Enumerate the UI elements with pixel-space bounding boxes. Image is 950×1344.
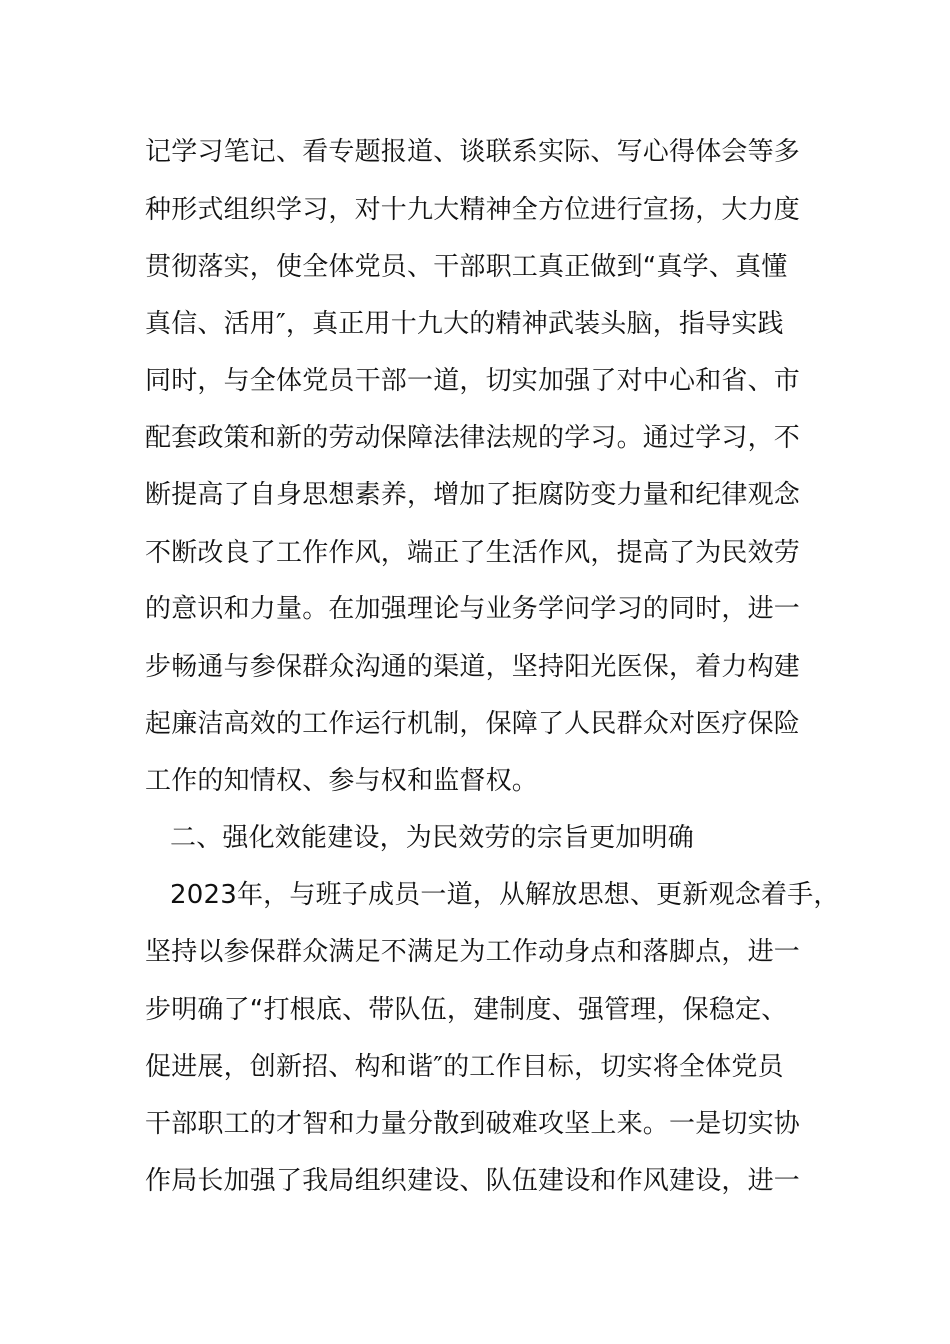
paragraph-line: 记学习笔记、看专题报道、谈联系实际、写心得体会等多 xyxy=(145,137,801,167)
paragraph-line: 不断改良了工作作风，端正了生活作风，提高了为民效劳 xyxy=(145,538,801,568)
paragraph-line: 工作的知情权、参与权和监督权。 xyxy=(145,766,539,796)
paragraph-line: 同时，与全体党员干部一道，切实加强了对中心和省、市 xyxy=(145,366,801,396)
paragraph-line: 作局长加强了我局组织建设、队伍建设和作风建设，进一 xyxy=(145,1166,801,1196)
paragraph-line: 步畅通与参保群众沟通的渠道，坚持阳光医保，着力构建 xyxy=(145,652,801,682)
paragraph-line: 贯彻落实，使全体党员、干部职工真正做到“真学、真懂 xyxy=(145,252,788,282)
paragraph-line: 断提高了自身思想素养，增加了拒腐防变力量和纪律观念 xyxy=(145,480,801,510)
paragraph-line: 干部职工的才智和力量分散到破难攻坚上来。一是切实协 xyxy=(145,1109,801,1139)
paragraph-line: 的意识和力量。在加强理论与业务学问学习的同时，进一 xyxy=(145,594,801,624)
paragraph-line: 种形式组织学习，对十九大精神全方位进行宣扬，大力度 xyxy=(145,195,801,225)
paragraph-line: 坚持以参保群众满足不满足为工作动身点和落脚点，进一 xyxy=(145,937,801,967)
paragraph-line: 起廉洁高效的工作运行机制，保障了人民群众对医疗保险 xyxy=(145,709,801,739)
paragraph-line: 2023年，与班子成员一道，从解放思想、更新观念着手， xyxy=(170,880,840,910)
section-heading: 二、强化效能建设，为民效劳的宗旨更加明确 xyxy=(170,823,695,853)
paragraph-line: 真信、活用″，真正用十九大的精神武装头脑，指导实践 xyxy=(145,309,784,339)
paragraph-line: 促进展，创新招、构和谐″的工作目标，切实将全体党员 xyxy=(145,1052,784,1082)
paragraph-line: 步明确了“打根底、带队伍，建制度、强管理，保稳定、 xyxy=(145,995,788,1025)
paragraph-line: 配套政策和新的劳动保障法律法规的学习。通过学习，不 xyxy=(145,423,801,453)
